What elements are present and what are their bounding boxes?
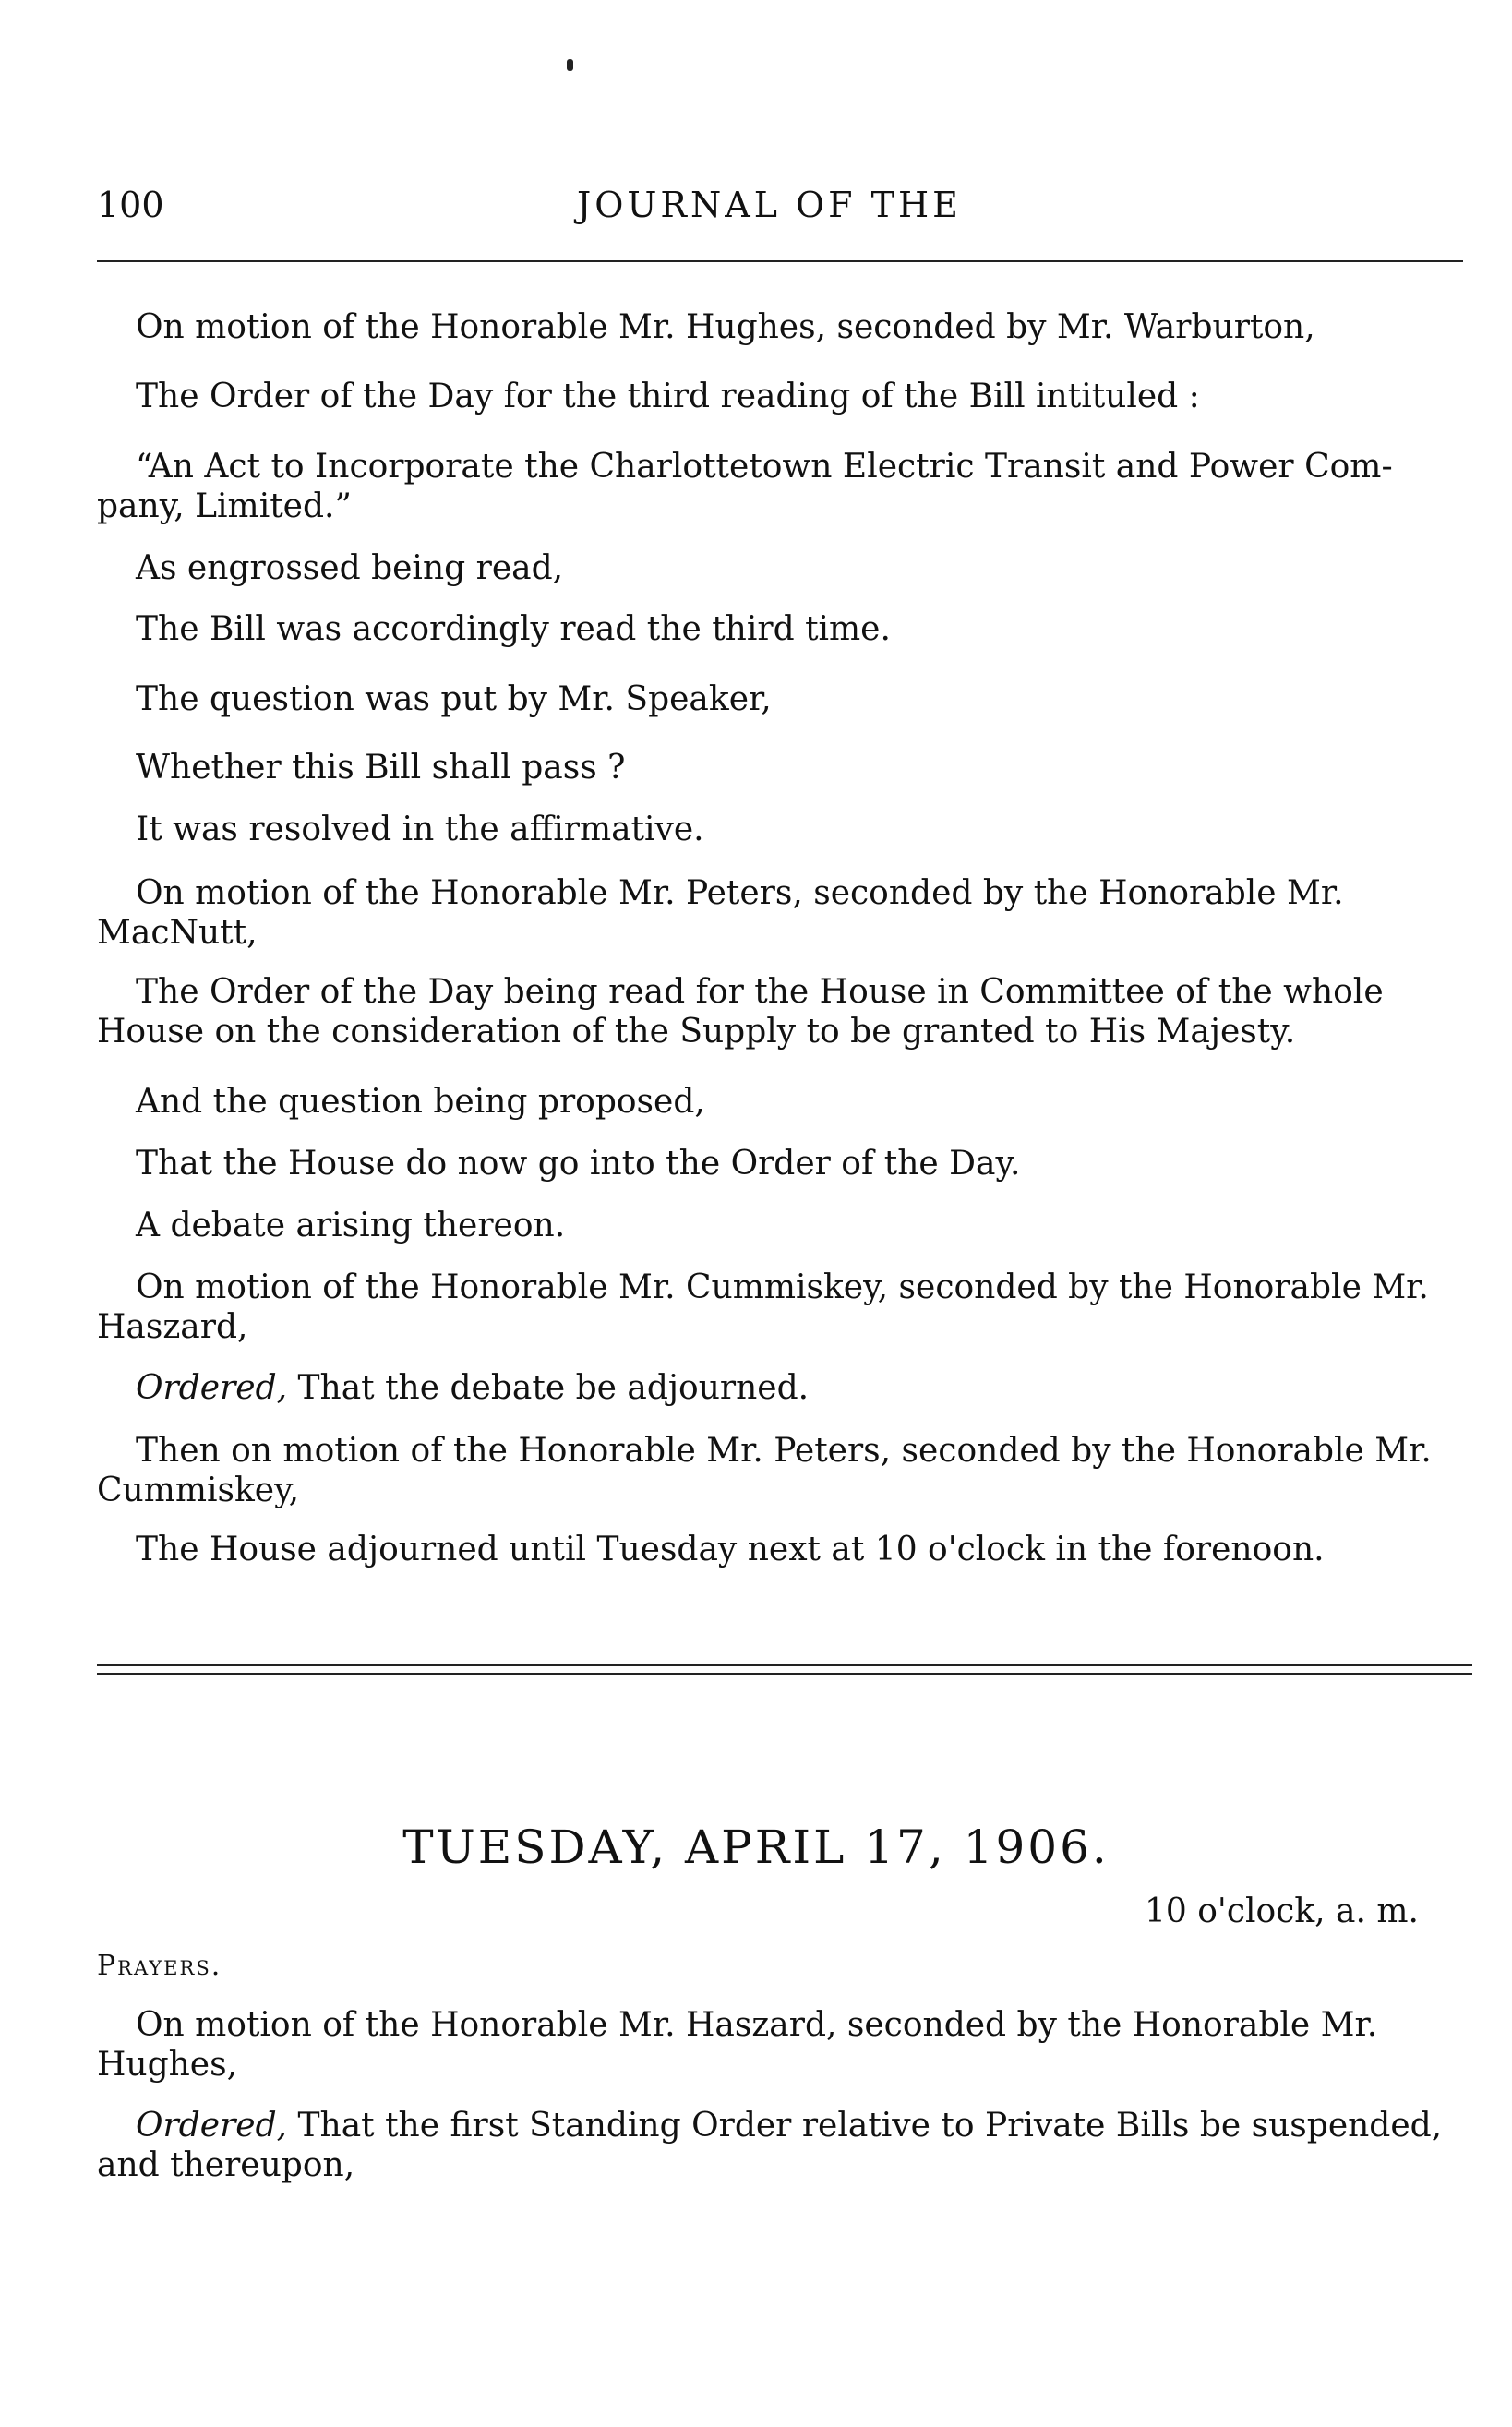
running-head bbox=[97, 185, 1463, 240]
entry-motion-peters bbox=[97, 873, 1482, 953]
session-time: 10 o'clock, a. m. bbox=[1145, 1892, 1419, 1930]
entry-standing-order bbox=[97, 2106, 1482, 2185]
order-committee-line-1: The Order of the Day being read for the House in Committee of the whole bbox=[136, 973, 1384, 1011]
motion-haszard-line-1: On motion of the Honorable Mr. Haszard, seconded by the Honorable Mr. bbox=[136, 2006, 1378, 2044]
entry-debate-adjourned bbox=[136, 1368, 809, 1408]
ink-speck bbox=[567, 59, 573, 71]
order-committee-line-2: House on the consideration of the Supply to be granted to His Majesty. bbox=[97, 1013, 1296, 1051]
motion-cummiskey-line-1: On motion of the Honorable Mr. Cummiskey, seconded by the Honorable Mr. bbox=[136, 1268, 1429, 1306]
page-number: 100 bbox=[97, 185, 164, 225]
standing-order-text: That the first Standing Order relative to Private Bills be suspended, bbox=[287, 2107, 1443, 2145]
entry-motion-haszard bbox=[97, 2005, 1482, 2085]
bill-title-line-1: “An Act to Incorporate the Charlottetown Electric Transit and Power Com- bbox=[136, 448, 1393, 486]
entry-third-time: The Bill was accordingly read the third time. bbox=[136, 610, 891, 648]
entry-resolved: It was resolved in the affirmative. bbox=[136, 811, 704, 848]
motion-cummiskey-line-2: Haszard, bbox=[97, 1308, 248, 1346]
motion-peters-line-1: On motion of the Honorable Mr. Peters, seconded by the Honorable Mr. bbox=[136, 874, 1344, 912]
session-date-heading: TUESDAY, APRIL 17, 1906. bbox=[402, 1820, 1110, 1874]
entry-order-of-day: That the House do now go into the Order of the Day. bbox=[136, 1145, 1021, 1183]
entry-motion-peters-adjourn bbox=[97, 1431, 1482, 1510]
header-rule bbox=[97, 260, 1463, 262]
prayers-label: Prayers. bbox=[97, 1950, 222, 1982]
motion-peters-adjourn-line-1: Then on motion of the Honorable Mr. Peters, seconded by the Honorable Mr. bbox=[136, 1432, 1432, 1470]
motion-peters-line-2: MacNutt, bbox=[97, 914, 258, 952]
standing-order-line-1 bbox=[97, 2106, 1482, 2145]
entry-order-third-reading: The Order of the Day for the third reading of the Bill intituled : bbox=[136, 378, 1200, 415]
entry-motion-hughes: On motion of the Honorable Mr. Hughes, seconded by Mr. Warburton, bbox=[136, 308, 1315, 346]
journal-title: JOURNAL OF THE bbox=[577, 185, 962, 225]
debate-adjourned-text: That the debate be adjourned. bbox=[287, 1369, 810, 1407]
entry-question-proposed: And the question being proposed, bbox=[136, 1083, 705, 1121]
entry-bill-title bbox=[97, 447, 1482, 526]
entry-question-put: The question was put by Mr. Speaker, bbox=[136, 680, 772, 718]
motion-haszard-line-2: Hughes, bbox=[97, 2046, 238, 2084]
entry-engrossed: As engrossed being read, bbox=[136, 549, 564, 587]
entry-motion-cummiskey bbox=[97, 1268, 1482, 1347]
section-rule-upper bbox=[97, 1664, 1472, 1666]
standing-order-line-2: and thereupon, bbox=[97, 2146, 355, 2184]
entry-debate-arising: A debate arising thereon. bbox=[136, 1207, 566, 1244]
motion-peters-adjourn-line-2: Cummiskey, bbox=[97, 1472, 300, 1509]
entry-shall-pass: Whether this Bill shall pass ? bbox=[136, 749, 626, 787]
entry-order-committee bbox=[97, 972, 1482, 1051]
ordered-label-2: Ordered, bbox=[136, 2107, 288, 2145]
entry-house-adjourned: The House adjourned until Tuesday next at 10 o'clock in the forenoon. bbox=[136, 1531, 1325, 1568]
bill-title-line-2: pany, Limited.” bbox=[97, 487, 352, 525]
ordered-label: Ordered, bbox=[136, 1369, 288, 1407]
section-rule-lower bbox=[97, 1673, 1472, 1675]
